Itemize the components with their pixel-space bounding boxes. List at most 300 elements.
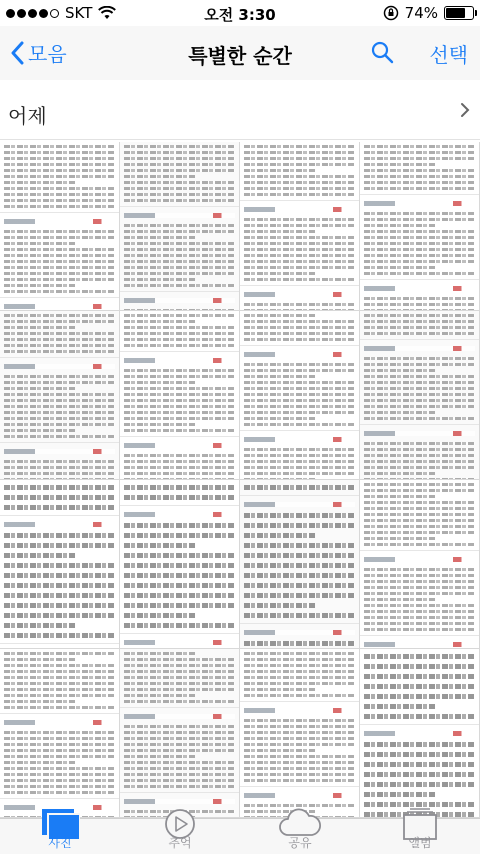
thumbnail-text-line — [244, 725, 355, 728]
photo-thumbnail[interactable] — [360, 649, 479, 817]
thumbnail-text-line — [244, 248, 355, 251]
thumbnail-text-line — [4, 290, 115, 293]
thumbnail-text-line — [364, 704, 435, 709]
thumbnail-text-line — [364, 448, 475, 451]
thumbnail-text-line — [124, 603, 235, 608]
thumbnail-text-line — [364, 272, 475, 275]
photo-thumbnail[interactable] — [240, 649, 359, 817]
orientation-lock-icon — [383, 5, 399, 21]
thumbnail-meta-line — [4, 720, 115, 725]
thumbnail-text-line — [364, 537, 435, 540]
thumbnail-text-line — [4, 272, 115, 275]
thumbnail-text-line — [364, 574, 475, 577]
thumbnail-text-line — [364, 694, 475, 699]
tab-bar — [0, 818, 480, 854]
thumbnail-text-line — [124, 676, 235, 679]
back-button-label: 모음 — [28, 42, 67, 66]
thumbnail-text-line — [244, 603, 315, 608]
thumbnail-text-line — [124, 224, 235, 227]
thumbnail-text-line — [244, 563, 355, 568]
thumbnail-text-line — [124, 583, 235, 588]
thumbnail-text-line — [244, 583, 355, 588]
thumbnail-divider — [360, 635, 479, 636]
thumbnail-text-line — [244, 236, 355, 239]
thumbnail-text-line — [244, 193, 355, 196]
thumbnail-text-line — [244, 737, 355, 740]
thumbnail-meta-line — [364, 731, 475, 736]
thumbnail-text-line — [4, 791, 115, 794]
photo-thumbnail[interactable] — [0, 649, 119, 817]
status-time: 오전 3:30 — [204, 6, 276, 24]
photo-thumbnail[interactable] — [0, 142, 119, 310]
thumbnail-text-line — [364, 145, 475, 148]
thumbnail-text-line — [244, 761, 355, 764]
thumbnail-text-line — [364, 519, 475, 522]
thumbnail-text-line — [364, 442, 475, 445]
thumbnail-text-line — [364, 381, 475, 384]
thumbnail-divider — [0, 212, 119, 213]
thumbnail-text-line — [4, 169, 115, 172]
thumbnail-text-line — [244, 369, 355, 372]
thumbnail-text-line — [124, 573, 235, 578]
thumbnail-text-line — [124, 454, 235, 457]
thumbnail-text-line — [4, 193, 115, 196]
thumbnail-text-line — [364, 357, 475, 360]
thumbnail-text-line — [4, 254, 115, 257]
thumbnail-text-line — [4, 199, 115, 202]
thumbnail-text-line — [124, 472, 235, 475]
thumbnail-divider — [0, 713, 119, 714]
thumbnail-text-line — [4, 181, 75, 184]
thumbnail-text-line — [364, 320, 475, 323]
battery-icon — [444, 6, 474, 20]
thumbnail-text-line — [364, 151, 475, 154]
thumbnail-text-line — [244, 272, 315, 275]
thumbnail-text-line — [364, 314, 475, 317]
thumbnail-text-line — [124, 254, 235, 257]
thumbnail-text-line — [364, 212, 475, 215]
thumbnail-text-line — [124, 460, 235, 463]
thumbnail-divider — [0, 798, 119, 799]
tab-memories[interactable] — [120, 819, 240, 854]
thumbnail-text-line — [4, 411, 115, 414]
thumbnail-text-line — [244, 363, 355, 366]
thumbnail-text-line — [124, 175, 195, 178]
thumbnail-meta-line — [244, 207, 355, 212]
thumbnail-text-line — [124, 387, 235, 390]
thumbnail-text-line — [124, 553, 235, 558]
thumbnail-text-line — [244, 779, 355, 782]
thumbnail-text-line — [364, 157, 475, 160]
thumbnail-text-line — [244, 553, 355, 558]
thumbnail-text-line — [124, 767, 235, 770]
thumbnail-text-line — [244, 309, 355, 310]
thumbnail-text-line — [124, 338, 235, 341]
thumbnail-text-line — [4, 533, 115, 538]
thumbnail-divider — [240, 495, 359, 496]
tab-photos[interactable] — [0, 819, 120, 854]
thumbnail-text-line — [244, 460, 355, 463]
thumbnail-text-line — [244, 478, 315, 479]
thumbnail-text-line — [244, 381, 355, 384]
thumbnail-text-line — [244, 523, 355, 528]
thumbnail-text-line — [244, 242, 355, 245]
thumbnail-text-line — [4, 387, 75, 390]
thumbnail-text-line — [244, 417, 315, 420]
thumbnail-text-line — [244, 393, 355, 396]
tab-photos-label: 사진 — [48, 836, 72, 850]
status-bar — [0, 0, 480, 26]
thumbnail-text-line — [4, 593, 115, 598]
thumbnail-text-line — [4, 230, 115, 233]
thumbnail-meta-line — [4, 364, 115, 369]
section-header[interactable] — [0, 80, 480, 140]
photo-thumbnail[interactable] — [240, 480, 359, 648]
thumbnail-text-line — [364, 242, 475, 245]
thumbnail-text-line — [244, 387, 355, 390]
thumbnail-text-line — [124, 369, 235, 372]
section-title: 어제 — [8, 104, 47, 128]
thumbnail-text-line — [364, 628, 475, 631]
thumbnail-meta-line — [124, 714, 235, 719]
thumbnail-text-line — [244, 405, 355, 408]
thumbnail-text-line — [4, 755, 115, 758]
thumbnail-text-line — [364, 411, 435, 414]
thumbnail-text-line — [124, 163, 235, 166]
photo-thumbnail[interactable] — [120, 142, 239, 310]
thumbnail-text-line — [244, 767, 355, 770]
thumbnail-divider — [120, 351, 239, 352]
thumbnail-text-line — [4, 652, 115, 655]
thumbnail-text-line — [124, 725, 235, 728]
thumbnail-text-line — [244, 688, 315, 691]
thumbnail-text-line — [244, 749, 315, 752]
thumbnail-text-line — [124, 399, 235, 402]
thumbnail-text-line — [364, 543, 475, 546]
thumbnail-divider — [120, 505, 239, 506]
section-disclosure-button[interactable] — [460, 102, 470, 122]
thumbnail-text-line — [244, 719, 355, 722]
thumbnail-text-line — [364, 326, 475, 329]
thumbnail-text-line — [364, 674, 475, 679]
thumbnail-divider — [360, 550, 479, 551]
thumbnail-text-line — [4, 658, 75, 661]
thumbnail-text-line — [124, 169, 235, 172]
thumbnail-text-line — [244, 731, 355, 734]
thumbnail-text-line — [4, 375, 115, 378]
thumbnail-text-line — [4, 478, 115, 479]
thumbnail-text-line — [244, 423, 355, 426]
thumbnail-divider — [120, 291, 239, 292]
thumbnail-meta-line — [124, 512, 235, 517]
thumbnail-text-line — [244, 652, 355, 655]
thumbnail-divider — [360, 279, 479, 280]
thumbnail-text-line — [364, 266, 435, 269]
thumbnail-text-line — [124, 381, 195, 384]
thumbnail-text-line — [364, 399, 475, 402]
thumbnail-divider — [240, 623, 359, 624]
thumbnail-text-line — [124, 344, 235, 347]
thumbnail-text-line — [124, 236, 195, 239]
tab-memories-label: 추억 — [168, 836, 192, 850]
thumbnail-text-line — [244, 157, 355, 160]
thumbnail-text-line — [124, 664, 235, 667]
thumbnail-text-line — [244, 513, 355, 518]
thumbnail-text-line — [4, 278, 115, 281]
thumbnail-text-line — [124, 761, 235, 764]
search-button[interactable] — [370, 40, 394, 68]
thumbnail-text-line — [364, 752, 475, 757]
thumbnail-text-line — [364, 303, 475, 306]
thumbnail-text-line — [4, 785, 115, 788]
thumbnail-text-line — [4, 151, 115, 154]
thumbnail-divider — [360, 339, 479, 340]
thumbnail-text-line — [4, 613, 115, 618]
thumbnail-text-line — [4, 623, 75, 628]
thumbnail-text-line — [124, 593, 235, 598]
thumbnail-meta-line — [364, 557, 475, 562]
thumbnail-divider — [0, 442, 119, 443]
thumbnail-text-line — [4, 423, 115, 426]
thumbnail-text-line — [364, 181, 475, 184]
thumbnail-text-line — [4, 543, 115, 548]
thumbnail-text-line — [124, 495, 235, 500]
thumbnail-text-line — [124, 423, 195, 426]
thumbnail-divider — [240, 200, 359, 201]
thumbnail-text-line — [4, 248, 115, 251]
thumbnail-text-line — [364, 175, 475, 178]
search-icon — [370, 40, 394, 64]
thumbnail-text-line — [124, 613, 195, 618]
thumbnail-meta-line — [244, 292, 355, 297]
thumbnail-text-line — [244, 485, 355, 490]
thumbnail-text-line — [244, 448, 355, 451]
thumbnail-meta-line — [364, 431, 475, 436]
thumbnail-text-line — [4, 706, 115, 709]
thumbnail-text-line — [4, 664, 115, 667]
thumbnail-meta-line — [244, 437, 355, 442]
thumbnail-text-line — [4, 381, 115, 384]
thumbnail-text-line — [364, 387, 475, 390]
thumbnail-text-line — [244, 466, 355, 469]
thumbnail-text-line — [124, 563, 235, 568]
thumbnail-text-line — [4, 175, 115, 178]
thumbnail-text-line — [364, 664, 475, 669]
thumbnail-text-line — [4, 773, 115, 776]
photo-thumbnail[interactable] — [0, 480, 119, 648]
thumbnail-text-line — [244, 145, 355, 148]
thumbnail-text-line — [4, 553, 75, 558]
thumbnail-text-line — [124, 743, 235, 746]
thumbnail-text-line — [364, 531, 475, 534]
thumbnail-text-line — [4, 405, 115, 408]
thumbnail-text-line — [364, 472, 435, 475]
thumbnail-divider — [120, 792, 239, 793]
thumbnail-text-line — [124, 533, 235, 538]
thumbnail-text-line — [4, 472, 115, 475]
thumbnail-text-line — [364, 254, 475, 257]
thumbnail-text-line — [244, 260, 355, 263]
thumbnail-divider — [0, 515, 119, 516]
thumbnail-text-line — [124, 417, 235, 420]
thumbnail-text-line — [364, 375, 475, 378]
thumbnail-text-line — [364, 260, 475, 263]
thumbnail-text-line — [244, 399, 355, 402]
thumbnail-text-line — [244, 676, 355, 679]
thumbnail-text-line — [364, 782, 475, 787]
thumbnail-text-line — [4, 700, 75, 703]
photo-thumbnail[interactable] — [120, 649, 239, 817]
photo-thumbnail[interactable] — [120, 480, 239, 648]
thumbnail-text-line — [4, 435, 115, 438]
thumbnail-text-line — [364, 714, 475, 719]
thumbnail-text-line — [244, 169, 315, 172]
thumbnail-text-line — [244, 224, 355, 227]
photo-thumbnail[interactable] — [240, 311, 359, 479]
tab-shared[interactable] — [240, 819, 360, 854]
thumbnail-text-line — [4, 743, 115, 746]
thumbnail-text-line — [4, 688, 115, 691]
thumbnail-text-line — [124, 731, 235, 734]
thumbnail-text-line — [124, 151, 235, 154]
thumbnail-text-line — [124, 652, 195, 655]
thumbnail-text-line — [364, 466, 475, 469]
thumbnail-text-line — [364, 598, 435, 601]
thumbnail-text-line — [4, 266, 115, 269]
thumbnail-text-line — [4, 344, 115, 347]
thumbnail-text-line — [4, 767, 115, 770]
thumbnail-text-line — [4, 145, 115, 148]
tab-albums[interactable] — [360, 819, 480, 854]
thumbnail-text-line — [124, 199, 235, 202]
thumbnail-text-line — [244, 320, 355, 323]
thumbnail-text-line — [4, 563, 115, 568]
thumbnail-text-line — [124, 375, 235, 378]
navigation-bar — [0, 26, 480, 80]
tab-albums-label: 앨범 — [408, 836, 432, 850]
thumbnail-text-line — [364, 792, 435, 797]
thumbnail-text-line — [244, 266, 355, 269]
thumbnail-text-line — [364, 460, 475, 463]
page-title: 특별한 순간 — [188, 44, 292, 68]
thumbnail-text-line — [244, 411, 355, 414]
photo-thumbnail[interactable] — [120, 311, 239, 479]
thumbnail-text-line — [4, 326, 75, 329]
thumbnail-text-line — [4, 670, 115, 673]
photo-thumbnail[interactable] — [360, 142, 479, 310]
thumbnail-text-line — [124, 266, 235, 269]
thumbnail-text-line — [4, 236, 115, 239]
thumbnail-text-line — [364, 762, 475, 767]
photo-thumbnail[interactable] — [240, 142, 359, 310]
thumbnail-text-line — [244, 454, 355, 457]
thumbnail-text-line — [4, 314, 115, 317]
thumbnail-text-line — [124, 429, 235, 432]
thumbnail-text-line — [124, 405, 235, 408]
thumbnail-text-line — [364, 369, 435, 372]
thumbnail-text-line — [4, 260, 115, 263]
thumbnail-text-line — [124, 737, 235, 740]
thumbnail-text-line — [244, 670, 355, 673]
thumbnail-text-line — [124, 658, 235, 661]
thumbnail-text-line — [244, 593, 355, 598]
thumbnail-meta-line — [124, 640, 235, 645]
thumbnail-text-line — [4, 242, 75, 245]
thumbnail-divider — [360, 724, 479, 725]
select-button[interactable]: 선택 — [429, 43, 468, 67]
thumbnail-text-line — [124, 779, 235, 782]
thumbnail-text-line — [4, 761, 75, 764]
thumbnail-text-line — [124, 326, 235, 329]
thumbnail-divider — [360, 194, 479, 195]
thumbnail-text-line — [124, 242, 235, 245]
thumbnail-text-line — [244, 743, 355, 746]
thumbnail-meta-line — [4, 522, 115, 527]
thumbnail-text-line — [124, 670, 235, 673]
thumbnail-text-line — [244, 773, 355, 776]
thumbnail-text-line — [364, 495, 435, 498]
thumbnail-text-line — [244, 338, 355, 341]
thumbnail-text-line — [4, 157, 115, 160]
thumbnail-text-line — [364, 248, 475, 251]
thumbnail-text-line — [4, 485, 115, 490]
thumbnail-text-line — [364, 483, 475, 486]
thumbnail-text-line — [4, 737, 115, 740]
thumbnail-text-line — [364, 742, 475, 747]
thumbnail-text-line — [124, 145, 235, 148]
thumbnail-text-line — [4, 338, 115, 341]
photo-thumbnail[interactable] — [360, 480, 479, 648]
thumbnail-text-line — [244, 533, 315, 538]
thumbnail-text-line — [364, 604, 475, 607]
thumbnail-text-line — [4, 466, 115, 469]
thumbnail-text-line — [124, 181, 235, 184]
thumbnail-text-line — [124, 320, 195, 323]
thumbnail-text-line — [4, 399, 115, 402]
photo-thumbnail[interactable] — [360, 311, 479, 479]
thumbnail-meta-line — [364, 642, 475, 647]
thumbnail-text-line — [124, 309, 235, 310]
thumbnail-text-line — [124, 260, 235, 263]
thumbnail-text-line — [124, 248, 235, 251]
photo-thumbnail[interactable] — [0, 311, 119, 479]
thumbnail-text-line — [244, 181, 355, 184]
thumbnail-text-line — [364, 393, 475, 396]
thumbnail-text-line — [364, 616, 475, 619]
thumbnail-meta-line — [244, 352, 355, 357]
thumbnail-divider — [0, 357, 119, 358]
thumbnail-text-line — [124, 278, 195, 281]
thumbnail-text-line — [364, 417, 475, 420]
thumbnail-text-line — [364, 592, 475, 595]
thumbnail-divider — [120, 436, 239, 437]
thumbnail-text-line — [364, 309, 475, 310]
thumbnail-text-line — [124, 284, 235, 287]
thumbnail-text-line — [244, 543, 355, 548]
thumbnail-divider — [240, 701, 359, 702]
thumbnail-divider — [0, 297, 119, 298]
thumbnail-text-line — [364, 224, 435, 227]
thumbnail-text-line — [244, 163, 355, 166]
thumbnail-text-line — [364, 363, 475, 366]
thumbnail-text-line — [364, 489, 475, 492]
thumbnail-meta-line — [364, 286, 475, 291]
thumbnail-text-line — [4, 205, 115, 208]
thumbnail-text-line — [4, 495, 115, 500]
thumbnail-text-line — [244, 230, 315, 233]
thumbnail-text-line — [4, 332, 115, 335]
thumbnail-text-line — [244, 641, 355, 646]
